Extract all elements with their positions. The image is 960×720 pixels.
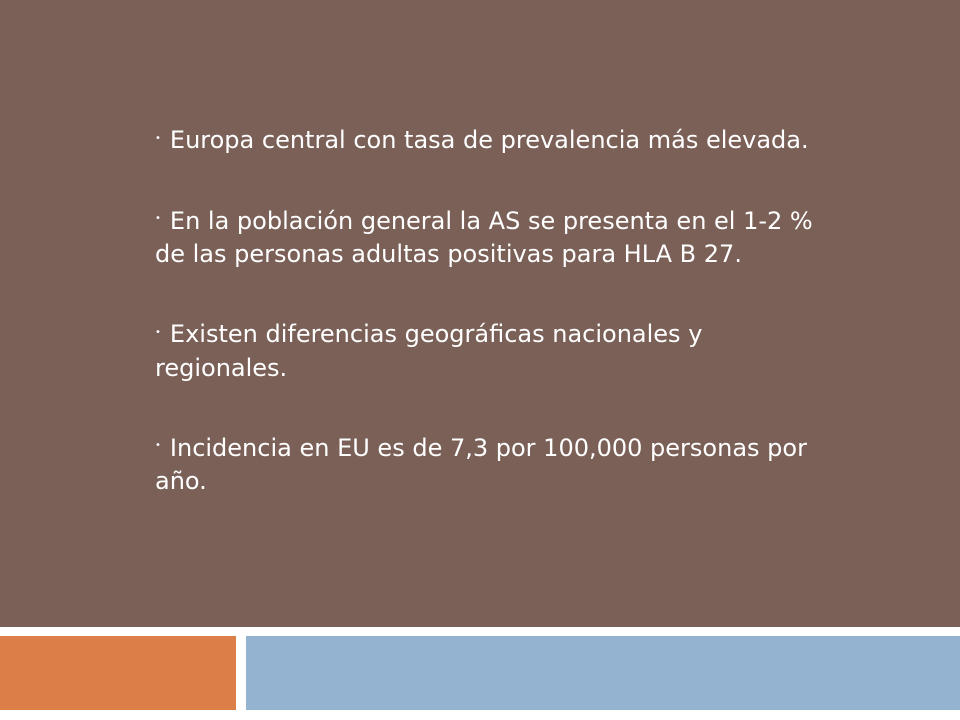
bullet-list: [155, 124, 815, 498]
bullet-text: En la población general la AS se presenta en el 1-2 % de las personas adultas positivas para HLA B 27.: [155, 206, 813, 268]
bullet-item: [155, 205, 815, 272]
bullet-text: Existen diferencias geográficas nacionales y regionales.: [155, 320, 703, 382]
bullet-dot-icon: •: [155, 213, 161, 224]
bullet-text: Incidencia en EU es de 7,3 por 100,000 personas por año.: [155, 433, 807, 495]
bullet-item: [155, 124, 815, 158]
bullet-dot-icon: •: [155, 132, 161, 144]
bullet-text: Europa central con tasa de prevalencia más elevada.: [169, 126, 809, 154]
bullet-item: [155, 432, 815, 499]
footer-blue-block: [246, 636, 960, 710]
bullet-item: [155, 318, 815, 385]
footer-orange-block: [0, 636, 236, 710]
bullet-dot-icon: •: [155, 440, 161, 451]
bullet-dot-icon: •: [155, 326, 161, 338]
